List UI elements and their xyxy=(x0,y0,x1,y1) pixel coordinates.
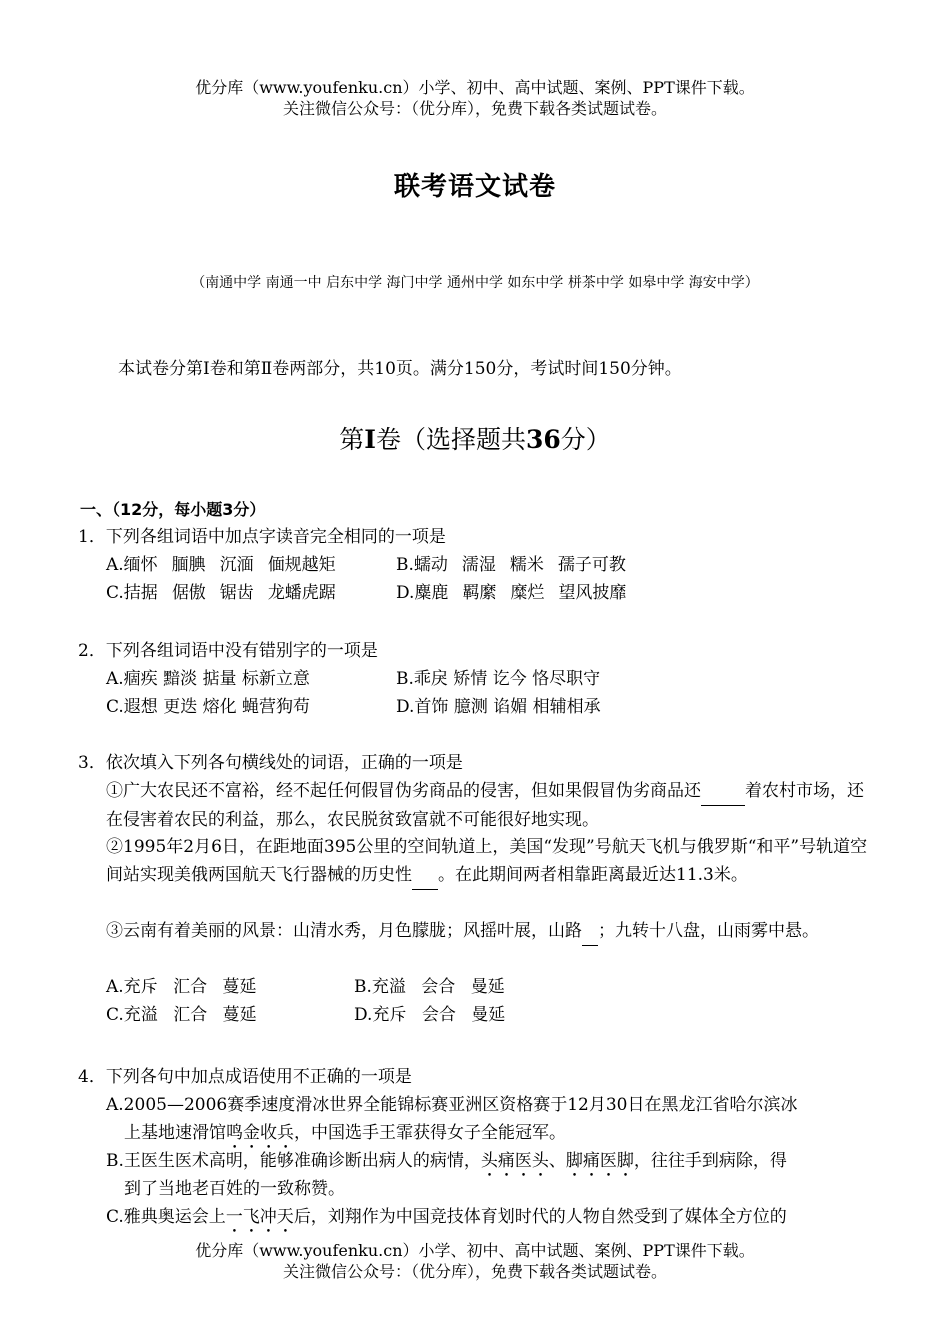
q3-s2-part-a: ②1995年2月6日，在距地面395公里的空间轨道上，美国“发现”号航天飞机与俄罗斯“和平”号轨道空间站实现美俄两国航天飞行器械的历史性 xyxy=(106,837,868,885)
q4-b-text-end: ，往往手到病除，得 xyxy=(633,1151,787,1171)
page-header xyxy=(0,77,950,119)
q1-b-word: 糯米 xyxy=(509,555,544,575)
volume-suffix: 分） xyxy=(560,425,611,454)
q4-b-idiom-2: 脚痛医脚 xyxy=(565,1151,634,1171)
q1-c-word: C.拮据 xyxy=(106,583,158,603)
q1-option-b xyxy=(396,551,640,579)
section-heading: 一、（12分，每小题3分） xyxy=(80,500,266,519)
q1-d-word: 羁縻 xyxy=(462,583,497,603)
q3-s2-part-b: 。在此期间两者相靠距离最近达11.3米。 xyxy=(438,865,748,885)
q4-a-idiom: 鸣金收兵 xyxy=(226,1123,294,1143)
volume-roman: I xyxy=(364,425,376,454)
q3-s1-part-a: ①广大农民还不富裕，经不起任何假冒伪劣商品的侵害，但如果假冒伪劣商品还 xyxy=(106,781,701,801)
q4-b-idiom-1: 头痛医头 xyxy=(480,1151,549,1171)
q1-c-word: 倨傲 xyxy=(171,583,206,603)
header-line-2: 关注微信公众号：（优分库），免费下载各类试题试卷。 xyxy=(282,99,667,118)
q1-c-word: 龙蟠虎踞 xyxy=(267,583,336,603)
q1-b-word: 孺子可教 xyxy=(557,555,626,575)
q1-a-word: A.缅怀 xyxy=(106,555,158,575)
q1-c-word: 锯齿 xyxy=(219,583,254,603)
q3-blank-3 xyxy=(582,917,598,946)
q1-option-d xyxy=(396,579,640,607)
q3-s3-part-b: ；九转十八盘，山雨雾中悬。 xyxy=(598,921,819,941)
q4-a-text-end: ，中国选手王霏获得女子全能冠军。 xyxy=(294,1123,566,1143)
q3-sentence-2 xyxy=(106,833,876,890)
q1-option-a xyxy=(106,551,350,579)
page-footer xyxy=(0,1240,950,1282)
page-title: 联考语文试卷 xyxy=(393,172,556,202)
q4-a-text: 上基地速滑馆 xyxy=(124,1123,226,1143)
q1-stem: 1．下列各组词语中加点字读音完全相同的一项是 xyxy=(78,527,446,547)
q2-option-b: B.乖戾 矫情 讫今 恪尽职守 xyxy=(396,669,601,689)
q2-option-d: D.首饰 臆测 谄媚 相辅相承 xyxy=(396,697,601,717)
q1-d-word: 糜烂 xyxy=(510,583,545,603)
q1-a-word: 沉湎 xyxy=(219,555,254,575)
q4-c-text: C.雅典奥运会上 xyxy=(106,1207,226,1227)
volume-prefix: 第 xyxy=(339,425,365,454)
q2-option-a: A.痼疾 黯淡 掂量 标新立意 xyxy=(106,669,310,689)
q3-blank-1 xyxy=(701,777,745,806)
q3-option-c: C.充溢 汇合 蔓延 xyxy=(106,1005,257,1025)
footer-line-1: 优分库（www.youfenku.cn）小学、初中、高中试题、案例、PPT课件下载。 xyxy=(195,1241,755,1260)
q4-c-idiom: 一飞冲天 xyxy=(225,1207,294,1227)
q3-stem: 3．依次填入下列各句横线处的词语，正确的一项是 xyxy=(78,753,463,773)
q4-c-text-end: 后，刘翔作为中国竞技体育划时代的人物自然受到了媒体全方位的 xyxy=(293,1207,787,1227)
q1-d-word: 望风披靡 xyxy=(558,583,627,603)
footer-line-2: 关注微信公众号：（优分库），免费下载各类试题试卷。 xyxy=(282,1262,667,1281)
q2-option-c: C.遐想 更迭 熔化 蝇营狗苟 xyxy=(106,697,311,717)
q4-b-text: B.王医生医术高明，能够准确诊断出病人的病情， xyxy=(106,1151,481,1171)
q1-a-word: 腼腆 xyxy=(171,555,206,575)
q4-option-c-line-1 xyxy=(106,1203,787,1237)
q3-s1-part-b: 着农村市场，还在侵害着农民的利益，那么，农民脱贫致富就不可能很好地实现。 xyxy=(106,781,864,830)
q4-option-b-line-2: 到了当地老百姓的一致称赞。 xyxy=(124,1179,345,1199)
q1-option-c xyxy=(106,579,350,607)
q1-a-word: 偭规越矩 xyxy=(267,555,336,575)
volume-mid: 卷（选择题共 xyxy=(375,425,526,454)
volume-score: 36 xyxy=(525,425,561,454)
q3-option-d: D.充斥 会合 曼延 xyxy=(354,1005,506,1025)
q4-stem: 4．下列各句中加点成语使用不正确的一项是 xyxy=(78,1067,412,1087)
q1-b-word: B.蠕动 xyxy=(396,555,448,575)
q3-option-b: B.充溢 会合 曼延 xyxy=(354,977,505,997)
header-line-1: 优分库（www.youfenku.cn）小学、初中、高中试题、案例、PPT课件下载。 xyxy=(195,78,755,97)
q3-option-a: A.充斥 汇合 蔓延 xyxy=(106,977,257,997)
volume-title xyxy=(0,420,950,456)
q3-blank-2 xyxy=(412,861,438,890)
q4-b-sep: 、 xyxy=(548,1151,566,1171)
q3-s3-part-a: ③云南有着美丽的风景：山清水秀，月色朦胧；风摇叶展，山路 xyxy=(106,921,582,941)
q1-b-word: 濡湿 xyxy=(461,555,496,575)
q2-stem: 2．下列各组词语中没有错别字的一项是 xyxy=(78,641,378,661)
q3-sentence-1 xyxy=(106,777,876,834)
school-list: （南通中学 南通一中 启东中学 海门中学 通州中学 如东中学 栟茶中学 如皋中学 海安中学） xyxy=(191,275,759,291)
q3-sentence-3 xyxy=(106,917,876,946)
exam-intro: 本试卷分第Ⅰ卷和第Ⅱ卷两部分，共10页。满分150分，考试时间150分钟。 xyxy=(118,359,682,379)
q4-option-a-line-1: A.2005—2006赛季速度滑冰世界全能锦标赛亚洲区资格赛于12月30日在黑龙江省哈尔滨冰 xyxy=(106,1095,798,1115)
q1-d-word: D.麋鹿 xyxy=(396,583,449,603)
